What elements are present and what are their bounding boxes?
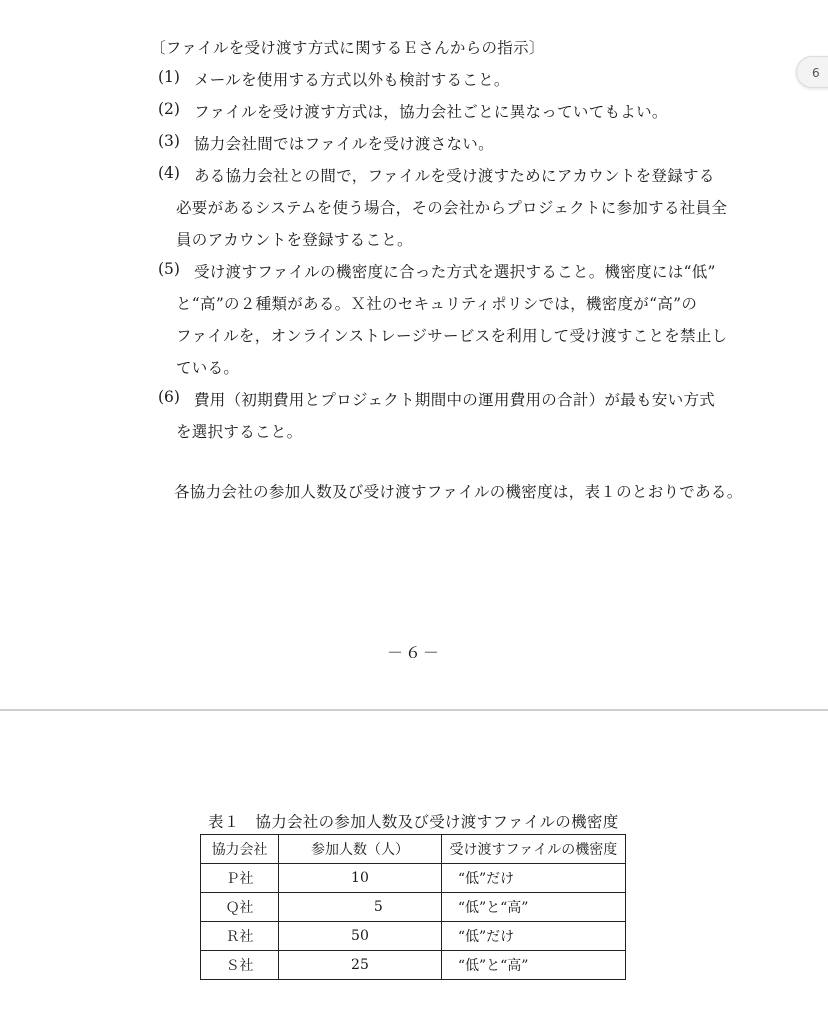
item-text: と“高”の２種類がある。Ｘ社のセキュリティポリシでは，機密度が“高”の	[176, 295, 698, 313]
header-participants: 参加人数（人）	[279, 835, 442, 864]
cell-confidentiality: “低”だけ	[441, 864, 625, 893]
item-text: 必要があるシステムを使う場合，その会社からプロジェクトに参加する社員全	[176, 199, 728, 217]
item-text: 員のアカウントを登録すること。	[176, 231, 413, 249]
item-text: ファイルを，オンラインストレージサービスを利用して受け渡すことを禁止し	[176, 327, 728, 345]
table-header-row	[201, 835, 626, 864]
cell-company: Ｓ社	[201, 951, 279, 980]
cell-participants: 50	[279, 922, 442, 951]
item-text: 費用（初期費用とプロジェクト期間中の運用費用の合計）が最も安い方式	[194, 391, 716, 409]
item-number: (1)	[158, 68, 180, 86]
cell-company: Ｑ社	[201, 893, 279, 922]
item-number: (6)	[158, 388, 180, 406]
item-number: (4)	[158, 164, 180, 182]
item-text: を選択すること。	[176, 423, 303, 441]
cell-confidentiality: “低”だけ	[441, 922, 625, 951]
item-text: 受け渡すファイルの機密度に合った方式を選択すること。機密度には“低”	[194, 263, 716, 281]
item-text: ある協力会社との間で，ファイルを受け渡すためにアカウントを登録する	[194, 167, 715, 185]
item-text: ファイルを受け渡す方式は，協力会社ごとに異なっていてもよい。	[194, 103, 668, 121]
partner-confidentiality-table	[200, 834, 626, 980]
table-caption: 表１ 協力会社の参加人数及び受け渡すファイルの機密度	[208, 813, 619, 831]
instructions-heading: 〔ファイルを受け渡す方式に関するＥさんからの指示〕	[150, 39, 545, 57]
item-number: (5)	[158, 260, 180, 278]
item-text: メールを使用する方式以外も検討すること。	[194, 71, 510, 89]
cell-participants: 10	[279, 864, 442, 893]
cell-participants: 25	[279, 951, 442, 980]
page-divider	[0, 709, 828, 711]
table-row	[201, 893, 626, 922]
summary-paragraph: 各協力会社の参加人数及び受け渡すファイルの機密度は，表１のとおりである。	[174, 483, 743, 501]
document-page-7	[0, 712, 828, 1024]
item-text: ている。	[176, 359, 240, 377]
header-company: 協力会社	[201, 835, 279, 864]
page-number: －６－	[386, 643, 441, 662]
cell-confidentiality: “低”と“高”	[441, 893, 625, 922]
cell-company: Ｐ社	[201, 864, 279, 893]
item-number: (2)	[158, 100, 180, 118]
item-text: 協力会社間ではファイルを受け渡さない。	[194, 135, 494, 153]
page-indicator-tab[interactable]: 6	[796, 56, 828, 88]
table-row	[201, 951, 626, 980]
table-row	[201, 922, 626, 951]
item-number: (3)	[158, 132, 180, 150]
cell-confidentiality: “低”と“高”	[441, 951, 625, 980]
cell-participants: 5	[279, 893, 442, 922]
header-confidentiality: 受け渡すファイルの機密度	[441, 835, 625, 864]
cell-company: Ｒ社	[201, 922, 279, 951]
table-row	[201, 864, 626, 893]
